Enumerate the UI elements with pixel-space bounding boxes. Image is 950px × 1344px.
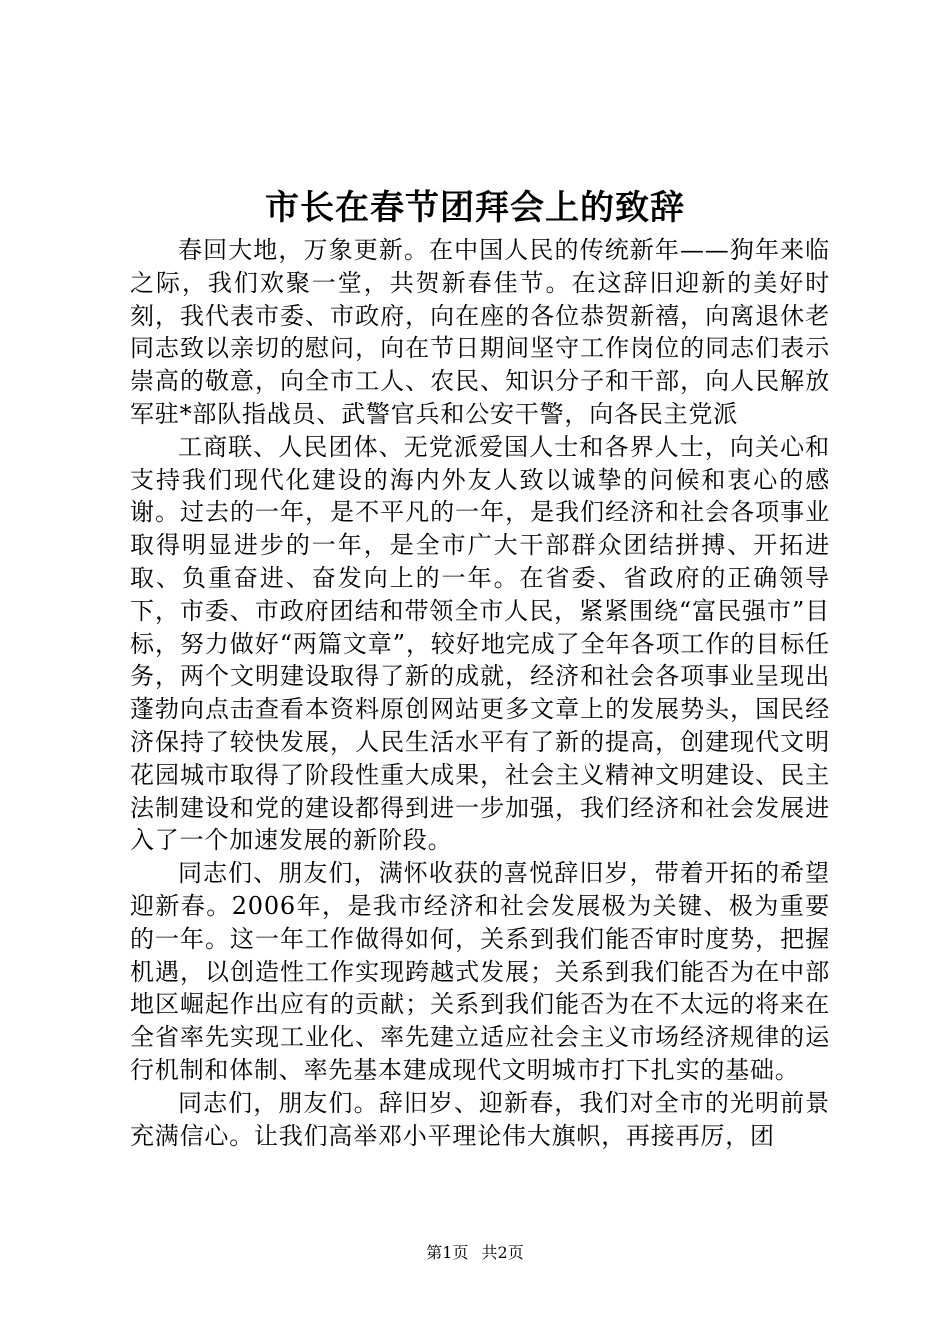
paragraph-4: 同志们，朋友们。辞旧岁、迎新春，我们对全市的光明前景充满信心。让我们高举邓小平理论伟大旗帜，再接再厉，团 [130, 1088, 830, 1150]
paragraph-3: 同志们、朋友们，满怀收获的喜悦辞旧岁，带着开拓的希望迎新春。2006年，是我市经济和社会发展极为关键、极为重要的一年。这一年工作做得如何，关系到我们能否审时度势，把握机遇，以创造性工作实现跨越式发展；关系到我们能否为在中部地区崛起作出应有的贡献；关系到我们能否为在不太远的将来在全省率先实现工业化、率先建立适应社会主义市场经济规律的运行机制和体制、率先基本建成现代文明城市打下扎实的基础。 [130, 859, 830, 1084]
paragraph-1: 春回大地，万象更新。在中国人民的传统新年——狗年来临之际，我们欢聚一堂，共贺新春佳节。在这辞旧迎新的美好时刻，我代表市委、市政府，向在座的各位恭贺新禧，向离退休老同志致以亲切的慰问，向在节日期间坚守工作岗位的同志们表示崇高的敬意，向全市工人、农民、知识分子和干部，向人民解放军驻*部队指战员、武警官兵和公安干警，向各民主党派 [130, 236, 830, 428]
paragraph-2: 工商联、人民团体、无党派爱国人士和各界人士，向关心和支持我们现代化建设的海内外友人致以诚挚的问候和衷心的感谢。过去的一年，是不平凡的一年，是我们经济和社会各项事业取得明显进步的一年，是全市广大干部群众团结拼搏、开拓进取、负重奋进、奋发向上的一年。在省委、省政府的正确领导下，市委、市政府团结和带领全市人民，紧紧围绕“富民强市”目标，努力做好“两篇文章”，较好地完成了全年各项工作的目标任务，两个文明建设取得了新的成就，经济和社会各项事业呈现出蓬勃向点击查看本资料原创网站更多文章上的发展势头，国民经济保持了较快发展，人民生活水平有了新的提高，创建现代文明花园城市取得了阶段性重大成果，社会主义精神文明建设、民主法制建设和党的建设都得到进一步加强，我们经济和社会发展进入了一个加速发展的新阶段。 [130, 432, 830, 855]
document-title: 市长在春节团拜会上的致辞 [265, 188, 685, 228]
document-body [130, 234, 830, 1152]
page-footer [0, 1243, 950, 1263]
page-number: 第1页 [426, 1243, 469, 1262]
page-total: 共2页 [481, 1243, 524, 1262]
